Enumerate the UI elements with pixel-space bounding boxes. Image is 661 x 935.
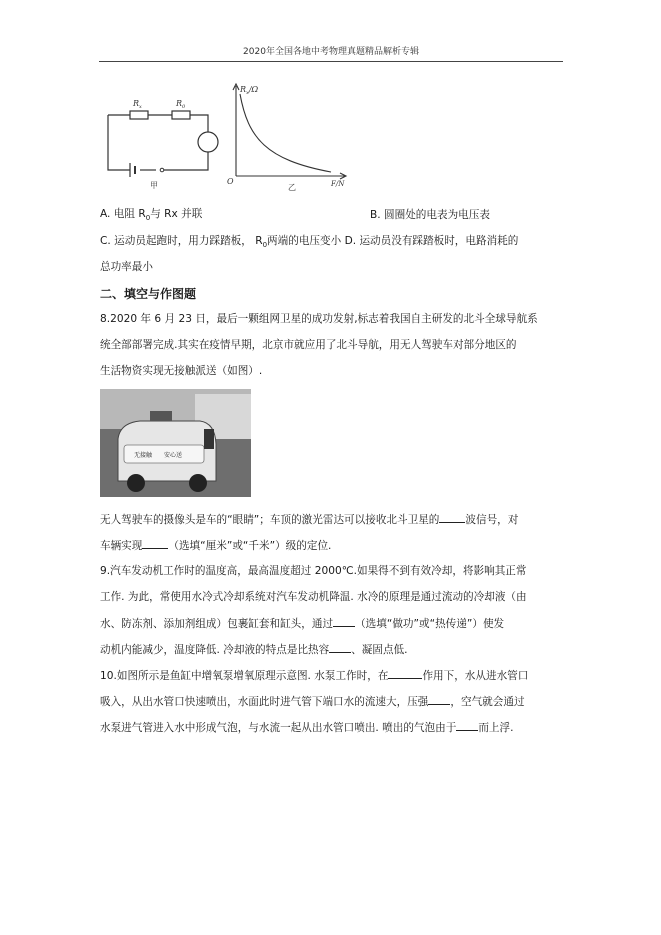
switch-contact bbox=[160, 168, 164, 172]
option-b: B. 圆圈处的电表为电压表 bbox=[370, 209, 490, 221]
page-header: 2020年全国各地中考物理真题精品解析专辑 bbox=[243, 47, 419, 57]
q10-line-3: 水泵进气管进入水中形成气泡，与水流一起从出水管口喷出. 喷出的气泡由于 而上浮. bbox=[100, 722, 514, 734]
label-r0: $R_0$ bbox=[176, 99, 186, 110]
vehicle-text-1: 无接触 bbox=[134, 452, 153, 459]
y-axis-label: $R_x/\Omega$ bbox=[240, 85, 259, 96]
resistance-force-graph bbox=[226, 78, 354, 194]
label-yi: 乙 bbox=[288, 183, 296, 192]
vehicle-text-2: 安心送 bbox=[164, 452, 183, 459]
q10-line-2: 吸入，从出水管口快速喷出，水面此时进气管下端口水的流速大，压强 ，空气就会通过 bbox=[100, 696, 525, 708]
option-d-continued: 总功率最小 bbox=[100, 261, 153, 273]
q8-question-2: 车辆实现 （选填“厘米”或“千米”）级的定位. bbox=[100, 540, 332, 552]
q9-line-1: 9.汽车发动机工作时的温度高，最高温度超过 2000℃.如果得不到有效冷却，将影响其正常 bbox=[100, 565, 527, 577]
section-title: 二、填空与作图题 bbox=[100, 287, 197, 301]
label-jia: 甲 bbox=[150, 181, 158, 190]
origin-label: O bbox=[227, 177, 234, 186]
option-c-d: C. 运动员起跑时，用力踩踏板， $R_0$两端的电压变小 D. 运动员没有踩踏板时，电路消耗的 bbox=[100, 235, 519, 250]
header-rule bbox=[99, 61, 563, 62]
delivery-vehicle-photo bbox=[100, 389, 251, 497]
circuit-diagram bbox=[100, 90, 225, 190]
q8-line-1: 8.2020 年 6 月 23 日，最后一颗组网卫星的成功发射,标志着我国自主研发的北斗全球导航系 bbox=[100, 313, 538, 325]
option-a: A. 电阻 $R_0$与 Rx 并联 bbox=[100, 208, 203, 223]
q9-line-2: 工作. 为此，常使用水冷式冷却系统对汽车发动机降温. 水冷的原理是通过流动的冷却液（由 bbox=[100, 591, 527, 603]
q8-question-1: 无人驾驶车的摄像头是车的“眼睛”；车顶的激光雷达可以接收北斗卫星的 波信号，对 bbox=[100, 514, 519, 526]
q10-line-1: 10.如图所示是鱼缸中增氧泵增氧原理示意图. 水泵工作时，在 作用下，水从进水管口 bbox=[100, 670, 529, 682]
q8-line-3: 生活物资实现无接触派送（如图）. bbox=[100, 365, 263, 377]
q9-line-4: 动机内能减少，温度降低. 冷却液的特点是比热容 、凝固点低. bbox=[100, 644, 408, 656]
label-rx: $R_x$ bbox=[133, 99, 142, 110]
x-axis-label: F/N bbox=[331, 180, 345, 188]
q8-line-2: 统全部部署完成.其实在疫情早期，北京市就应用了北斗导航，用无人驾驶车对部分地区的 bbox=[100, 339, 517, 351]
q9-line-3: 水、防冻剂、添加剂组成）包裹缸套和缸头，通过 （选填“做功”或“热传递”）使发 bbox=[100, 618, 505, 630]
